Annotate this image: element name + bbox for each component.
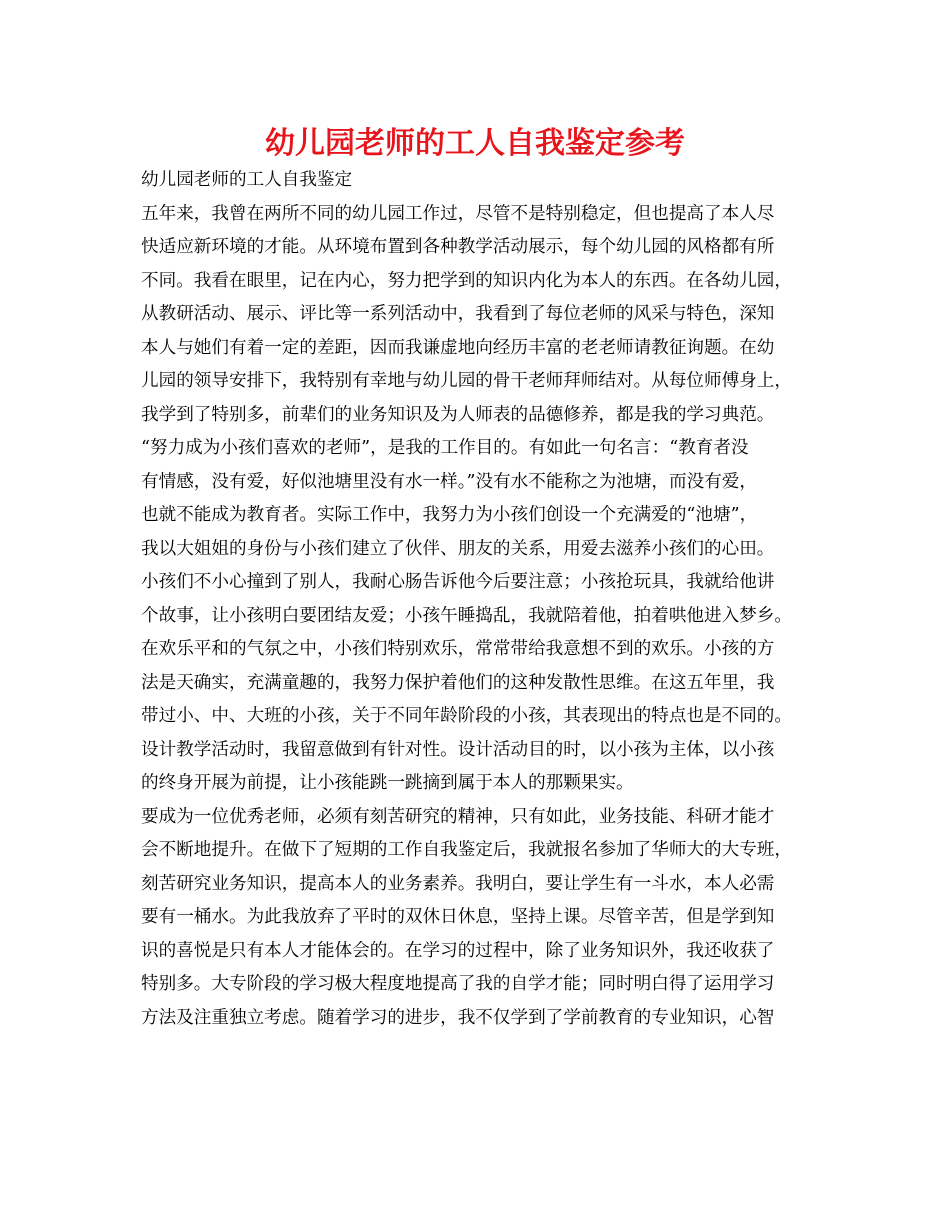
text-line: 方法及注重独立考虑。随着学习的进步，我不仅学到了学前教育的专业知识，心智 xyxy=(141,1007,775,1028)
document-title: 幼儿园老师的工人自我鉴定参考 xyxy=(265,126,685,161)
text-line: 法是天确实，充满童趣的，我努力保护着他们的这种发散性思维。在这五年里，我 xyxy=(141,672,775,693)
text-line: 要成为一位优秀老师，必须有刻苦研究的精神，只有如此，业务技能、科研才能才 xyxy=(141,806,775,827)
text-line: 带过小、中、大班的小孩，关于不同年龄阶段的小孩，其表现出的特点也是不同的。 xyxy=(141,706,792,726)
text-line: 的终身开展为前提，让小孩能跳一跳摘到属于本人的那颗果实。 xyxy=(141,773,634,793)
text-line: 识的喜悦是只有本人才能体会的。在学习的过程中，除了业务知识外，我还收获了 xyxy=(141,940,775,961)
text-line: 快适应新环境的才能。从环境布置到各种教学活动展示，每个幼儿园的风格都有所 xyxy=(141,237,775,257)
text-line: 不同。我看在眼里，记在内心，努力把学到的知识内化为本人的东西。在各幼儿园， xyxy=(141,270,792,291)
text-line: 小孩们不小心撞到了别人，我耐心肠告诉他今后要注意；小孩抢玩具，我就给他讲 xyxy=(141,572,775,592)
text-line: 我以大姐姐的身份与小孩们建立了伙伴、朋友的关系，用爱去滋养小孩们的心田。 xyxy=(141,538,775,559)
text-line: 设计教学活动时，我留意做到有针对性。设计活动目的时，以小孩为主体，以小孩 xyxy=(141,739,775,760)
text-line: 从教研活动、展示、评比等一系列活动中，我看到了每位老师的风采与特色，深知 xyxy=(141,304,775,324)
text-line: 特别多。大专阶段的学习极大程度地提高了我的自学才能；同时明白得了运用学习 xyxy=(141,974,775,994)
text-line: 五年来，我曾在两所不同的幼儿园工作过，尽管不是特别稳定，但也提高了本人尽 xyxy=(141,203,775,224)
text-line: 要有一桶水。为此我放弃了平时的双休日休息，坚持上课。尽管辛苦，但是学到知 xyxy=(141,907,775,927)
text-line: 儿园的领导安排下，我特别有幸地与幼儿园的骨干老师拜师结对。从每位师傅身上， xyxy=(141,371,792,391)
text-line: 幼儿园老师的工人自我鉴定 xyxy=(141,170,353,190)
text-line: 有情感，没有爱，好似池塘里没有水一样。”没有水不能称之为池塘，而没有爱， xyxy=(141,471,757,492)
text-line: 也就不能成为教育者。实际工作中，我努力为小孩们创设一个充满爱的“池塘”， xyxy=(141,505,758,525)
text-line: 在欢乐平和的气氛之中，小孩们特别欢乐，常常带给我意想不到的欢乐。小孩的方 xyxy=(141,639,775,659)
text-line: 本人与她们有着一定的差距，因而我谦虚地向经历丰富的老老师请教征询题。在幼 xyxy=(141,337,775,358)
text-line: 会不断地提升。在做下了短期的工作自我鉴定后，我就报名参加了华师大的大专班， xyxy=(141,840,792,860)
text-line: 个故事，让小孩明白要团结友爱；小孩午睡捣乱，我就陪着他，拍着哄他进入梦乡。 xyxy=(141,605,792,626)
text-line: “努力成为小孩们喜欢的老师”，是我的工作目的。有如此一句名言：“教育者没 xyxy=(141,438,749,458)
document-body xyxy=(141,164,821,1035)
text-line: 刻苦研究业务知识，提高本人的业务素养。我明白，要让学生有一斗水，本人必需 xyxy=(141,873,775,894)
text-line: 我学到了特别多，前辈们的业务知识及为人师表的品德修养，都是我的学习典范。 xyxy=(141,404,775,425)
